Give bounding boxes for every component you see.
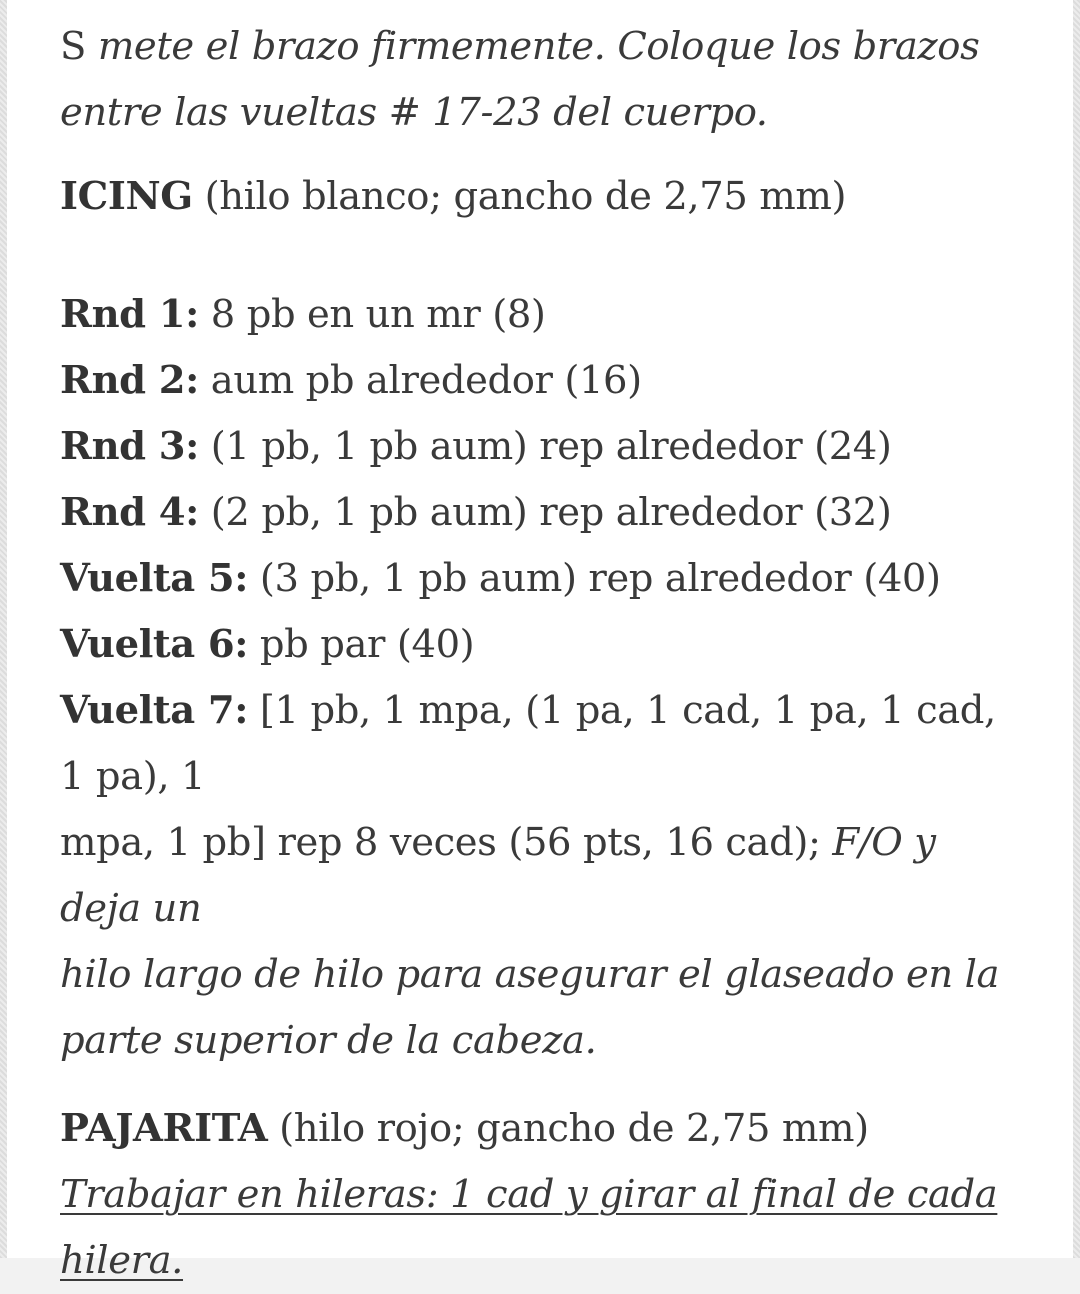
round-line bbox=[60, 546, 1020, 612]
round-7-italic-line4: parte superior de la cabeza. bbox=[60, 1018, 597, 1063]
document-page bbox=[7, 0, 1073, 1283]
icing-title: ICING bbox=[60, 174, 193, 219]
round-text: (1 pb, 1 pb aum) rep alrededor (24) bbox=[198, 424, 892, 469]
round-label: Vuelta 6: bbox=[60, 622, 249, 667]
intro-lead: S bbox=[60, 24, 86, 69]
round-7-label: Vuelta 7: bbox=[60, 688, 249, 733]
pajarita-title: PAJARITA bbox=[60, 1106, 268, 1151]
pattern-text bbox=[60, 14, 1020, 1294]
round-label: Vuelta 5: bbox=[60, 556, 249, 601]
intro-paragraph bbox=[60, 14, 1020, 146]
round-line bbox=[60, 612, 1020, 678]
round-7-paragraph bbox=[60, 678, 1020, 1074]
round-7-italic-line2: F/O y deja un bbox=[60, 820, 936, 931]
round-label: Rnd 1: bbox=[60, 292, 199, 337]
intro-text-line2: entre las vueltas # 17-23 del cuerpo. bbox=[60, 90, 768, 135]
pajarita-note-line2: hilera. bbox=[60, 1238, 184, 1283]
round-label: Rnd 4: bbox=[60, 490, 199, 535]
round-7-italic-line3: hilo largo de hilo para asegurar el glaseado en la bbox=[60, 952, 1000, 997]
right-edge-pattern bbox=[1073, 0, 1080, 1258]
round-7-line1: [1 pb, 1 mpa, (1 pa, 1 cad, 1 pa, 1 cad, 1 pa), 1 bbox=[60, 688, 996, 799]
round-text: (3 pb, 1 pb aum) rep alrededor (40) bbox=[248, 556, 941, 601]
pajarita-heading bbox=[60, 1096, 1020, 1162]
round-line bbox=[60, 480, 1020, 546]
intro-text-line1: mete el brazo firmemente. Coloque los brazos bbox=[85, 24, 980, 69]
left-edge-pattern bbox=[0, 0, 7, 1258]
round-label: Rnd 3: bbox=[60, 424, 199, 469]
round-text: (2 pb, 1 pb aum) rep alrededor (32) bbox=[198, 490, 892, 535]
round-text: pb par (40) bbox=[248, 622, 475, 667]
round-label: Rnd 2: bbox=[60, 358, 199, 403]
icing-heading bbox=[60, 164, 1020, 230]
pajarita-detail: (hilo rojo; gancho de 2,75 mm) bbox=[267, 1106, 869, 1151]
round-7-line2: mpa, 1 pb] rep 8 veces (56 pts, 16 cad); bbox=[60, 820, 833, 865]
round-line bbox=[60, 282, 1020, 348]
round-line bbox=[60, 348, 1020, 414]
pajarita-note-line1: Trabajar en hileras: 1 cad y girar al final de cada bbox=[60, 1172, 998, 1217]
icing-detail: (hilo blanco; gancho de 2,75 mm) bbox=[192, 174, 847, 219]
round-line bbox=[60, 414, 1020, 480]
round-text: aum pb alrededor (16) bbox=[198, 358, 642, 403]
round-text: 8 pb en un mr (8) bbox=[198, 292, 546, 337]
pajarita-note bbox=[60, 1162, 1020, 1294]
